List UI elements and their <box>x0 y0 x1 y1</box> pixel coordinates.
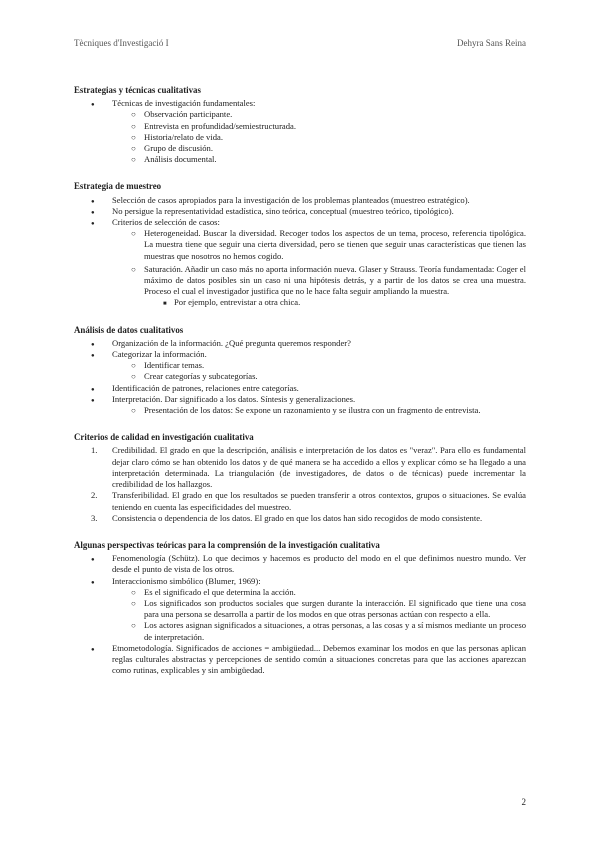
circle-bullet-icon <box>131 121 136 132</box>
list-item: ■ Por ejemplo, entrevistar a otra chica. <box>74 297 526 308</box>
list-item: ● Interpretación. Dar significado a los datos. Síntesis y generalizaciones. <box>74 394 526 405</box>
list-item: ● Selección de casos apropiados para la investigación de los problemas planteados (muestreo estratégico). <box>74 195 526 206</box>
section-title: Criterios de calidad en investigación cualitativa <box>74 432 254 443</box>
list-item: ● Fenomenología (Schütz). Lo que decimos y hacemos es producto del modo en el que definimos nuestro mundo. Ver desde el punto de vista de los otros. <box>74 553 526 575</box>
list-item: ○ Historia/relato de vida. <box>74 132 526 143</box>
section-calidad <box>74 432 526 524</box>
list-item: ○ Crear categorías y subcategorías. <box>74 371 526 382</box>
list-item: ○ Identificar temas. <box>74 360 526 371</box>
list-item: ○ Entrevista en profundidad/semiestructurada. <box>74 121 526 132</box>
list-item: ○ Grupo de discusión. <box>74 143 526 154</box>
section-title: Algunas perspectivas teóricas para la comprensión de la investigación cualitativa <box>74 539 380 550</box>
list-item: ● Etnometodología. Significados de acciones = ambigüedad... Debemos examinar los modos en que las personas aplican reglas culturales abstractas y percepciones de sentido común a situaciones concretas para que las acciones aparezcan como rutinas, explicables y sin ambigüedad. <box>74 643 526 677</box>
list-item: ○ Saturación. Añadir un caso más no aporta información nueva. Glaser y Strauss. Teoría fundamentada: Coger el máximo de datos posibles sin un caso ni una hipótesis detrás, y a partir de los datos se crea una muestra. Proceso el cual el investigador justifica que no le hace falta seguir ampliando la muestra. <box>74 264 526 298</box>
section-title: Análisis de datos cualitativos <box>74 324 184 335</box>
circle-bullet-icon <box>131 360 136 371</box>
circle-bullet-icon <box>131 598 136 609</box>
list-item: ○ Presentación de los datos: Se expone un razonamiento y se ilustra con un fragmento de entrevista. <box>74 405 526 416</box>
circle-bullet-icon <box>131 405 136 416</box>
list-item: ● Organización de la información. ¿Qué pregunta queremos responder? <box>74 338 526 349</box>
list-item: 1. Credibilidad. El grado en que la descripción, análisis e interpretación de los datos es "veraz". Para ello es fundamental dejar claro cómo se han obtenido los datos y de qué manera se ha accedido a ellos y explicar cómo se ha llegado a una interpretación determinada. La triangulación (de investigadores, de datos o de técnicas) puede incrementar la credibilidad de los hallazgos. <box>91 445 526 490</box>
circle-bullet-icon <box>131 587 136 598</box>
circle-bullet-icon <box>131 264 136 275</box>
list-item: ○ Observación participante. <box>74 109 526 120</box>
section-muestreo <box>74 181 526 308</box>
list-item: ● Criterios de selección de casos: <box>74 217 526 228</box>
section-analisis <box>74 325 526 417</box>
bullet-icon <box>91 553 95 566</box>
list-item: ● Identificación de patrones, relaciones entre categorías. <box>74 383 526 394</box>
section-perspectivas <box>74 540 526 676</box>
list-item: ○ Los significados son productos sociales que surgen durante la interacción. El significado que tiene una cosa para una persona se desarrolla a partir de los modos en que otras personas actúan con respecto a ella. <box>74 598 526 620</box>
circle-bullet-icon <box>131 371 136 382</box>
document-body <box>74 85 526 692</box>
section-title: Estrategia de muestreo <box>74 181 162 192</box>
circle-bullet-icon <box>131 132 136 143</box>
page-number: 2 <box>521 797 526 807</box>
circle-bullet-icon <box>131 154 136 165</box>
list-item: ○ Es el significado el que determina la acción. <box>74 587 526 598</box>
list-item: ● Técnicas de investigación fundamentales: <box>74 98 526 109</box>
circle-bullet-icon <box>131 228 136 239</box>
section-title: Estrategias y técnicas cualitativas <box>74 85 201 95</box>
list-item: 3. Consistencia o dependencia de los datos. El grado en que los datos han sido recogidos de modo consistente. <box>91 512 483 523</box>
section-estrategias <box>74 85 526 165</box>
list-item: ○ Los actores asignan significados a situaciones, a otras personas, a las cosas y a sí mismos mediante un proceso de interpretación. <box>74 620 526 642</box>
list-item: ○ Heterogeneidad. Buscar la diversidad. Recoger todos los aspectos de un tema, proceso, referencia tipológica. La muestra tiene que seguir una cierta diversidad, pero se tienen que seguir unas características que tienen las muestras que nosotros no hemos cogido. <box>74 228 526 262</box>
circle-bullet-icon <box>131 143 136 154</box>
list-item: ● Interaccionismo simbólico (Blumer, 1969): <box>74 576 526 587</box>
circle-bullet-icon <box>131 620 136 631</box>
list-item: ○ Análisis documental. <box>74 154 526 165</box>
list-item: ● Categorizar la información. <box>74 349 526 360</box>
list-item: 2. Transferibilidad. El grado en que los resultados se pueden transferir a otros contextos, grupos o situaciones. Se evalúa teniendo en cuenta las especificidades del muestreo. <box>91 490 526 512</box>
square-bullet-icon <box>163 297 167 310</box>
circle-bullet-icon <box>131 109 136 120</box>
bullet-icon <box>91 643 95 656</box>
header-left: Tècniques d'Investigació I <box>74 38 169 48</box>
list-item: ● No persigue la representatividad estadística, sino teórica, conceptual (muestreo teórico, tipológico). <box>74 206 526 217</box>
header-right: Dehyra Sans Reina <box>457 38 526 48</box>
